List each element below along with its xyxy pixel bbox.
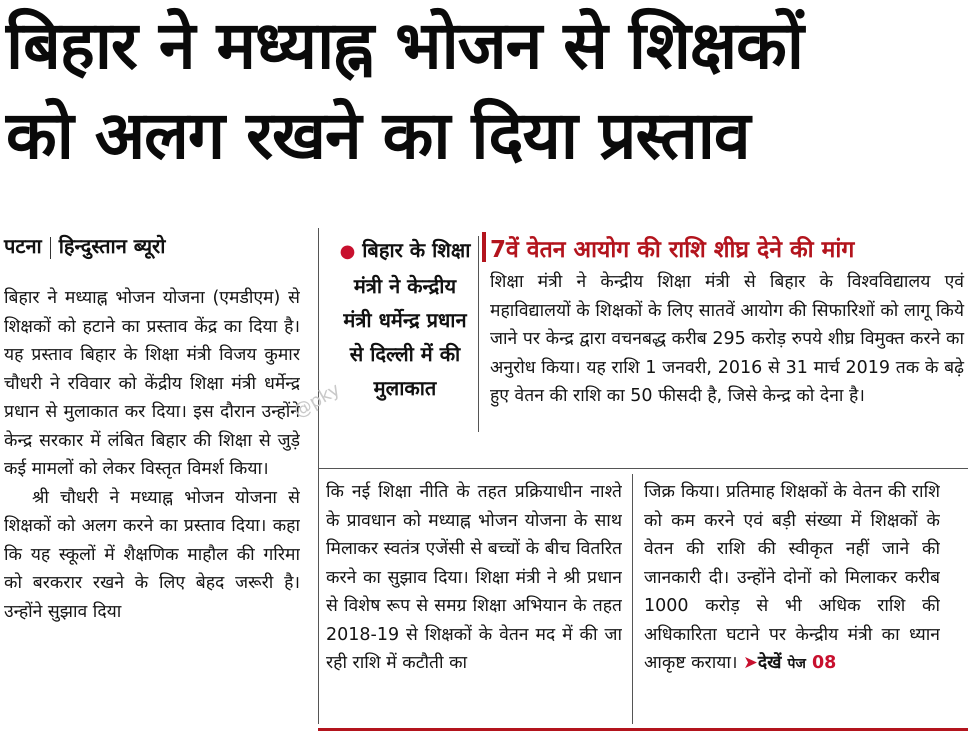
- bottom-margin: [0, 724, 968, 738]
- headline-line-2: को अलग रखने का दिया प्रस्ताव: [6, 97, 750, 174]
- callout-divider: [478, 236, 479, 432]
- callout-bullet-icon: ●: [339, 241, 356, 262]
- byline-source: हिन्दुस्तान ब्यूरो: [58, 234, 166, 258]
- article-column-2-text: कि नई शिक्षा नीति के तहत प्रक्रियाधीन नाश्ते के प्रावधान को मध्याह्न भोजन योजना के साथ मिलाकर स्वतंत्र एजेंसी से बच्चों के बीच वितरित करने का सुझाव दिया। शिक्षा मंत्री ने श्री प्रधान से विशेष रूप से समग्र शिक्षा अभियान के तहत 2018-19 से शिक्षकों के वेतन मद में की जा रही राशि में कटौती का: [326, 482, 622, 673]
- section-divider: [318, 468, 968, 469]
- article-paragraph-1: बिहार ने मध्याह्न भोजन योजना (एमडीएम) से शिक्षकों को हटाने का प्रस्ताव केंद्र का दिया है। यह प्रस्ताव बिहार के शिक्षा मंत्री विजय कुमार चौधरी ने रविवार को केंद्रीय शिक्षा मंत्री धर्मेन्द्र प्रधान से मुलाकात कर दिया। इस दौरान उन्होंने केन्द्र सरकार में लंबित बिहार की शिक्षा से जुड़े कई मामलों को लेकर विस्तृत विमर्श किया।: [4, 288, 300, 479]
- page-label: पेज: [787, 656, 806, 672]
- callout-text: बिहार के शिक्षा मंत्री ने केन्द्रीय मंत्री धर्मेन्द्र प्रधान से दिल्ली में की मुलाकात: [343, 238, 471, 400]
- column-divider-1: [318, 228, 319, 724]
- side-story-body: शिक्षा मंत्री ने केन्द्रीय शिक्षा मंत्री से बिहार के विश्वविद्यालय एवं महाविद्यालयों के शिक्षकों के लिए सातवें आयोग की सिफारिशों को लागू किये जाने पर केन्द्र द्वारा वचनबद्ध करीब 295 करोड़ रुपये शीघ्र विमुक्त करने का अनुरोध किया। यह राशि 1 जनवरी, 2016 से 31 मार्च 2019 तक के बढ़े हुए वेतन की राशि का 50 फीसदी है, जिसे केन्द्र को देना है।: [490, 272, 964, 407]
- callout-box: [338, 233, 472, 405]
- subhead-accent-bar: [482, 232, 486, 262]
- see-more-label: देखें: [757, 653, 782, 673]
- article-column-3: [644, 478, 940, 724]
- article-column-2: [326, 478, 622, 724]
- byline-place: पटना: [4, 234, 42, 258]
- article-column-1: [4, 284, 300, 724]
- byline: [4, 232, 165, 259]
- article-column-3-text: जिक्र किया। प्रतिमाह शिक्षकों के वेतन की राशि को कम करने एवं बड़ी संख्या में शिक्षकों के वेतन की राशि की स्वीकृत नहीं जाने की जानकारी दी। उन्होंने दोनों को मिलाकर करीब 1000 करोड़ से भी अधिक राशि की अधिकारिता घटाने पर केन्द्रीय मंत्री का ध्यान आकृष्ट कराया।: [644, 482, 940, 673]
- arrow-right-icon: ➤: [743, 653, 758, 673]
- bottom-red-rule: [318, 728, 968, 731]
- side-story-title: 7वें वेतन आयोग की राशि शीघ्र देने की मांग: [490, 237, 855, 263]
- headline-line-1: बिहार ने मध्याह्न भोजन से शिक्षकों: [6, 7, 803, 84]
- page-number: 08: [811, 653, 837, 673]
- article-paragraph-2: श्री चौधरी ने मध्याह्न भोजन योजना से शिक्षकों को अलग करने का प्रस्ताव दिया। कहा कि यह स्कूलों में शैक्षणिक माहौल की गरिमा को बरकरार रखने के लिए बेहद जरूरी है। उन्होंने सुझाव दिया: [4, 487, 300, 622]
- see-more-link[interactable]: [743, 653, 836, 673]
- byline-separator: [50, 237, 51, 259]
- watermark: @pky: [290, 379, 344, 423]
- column-divider-2: [632, 474, 633, 724]
